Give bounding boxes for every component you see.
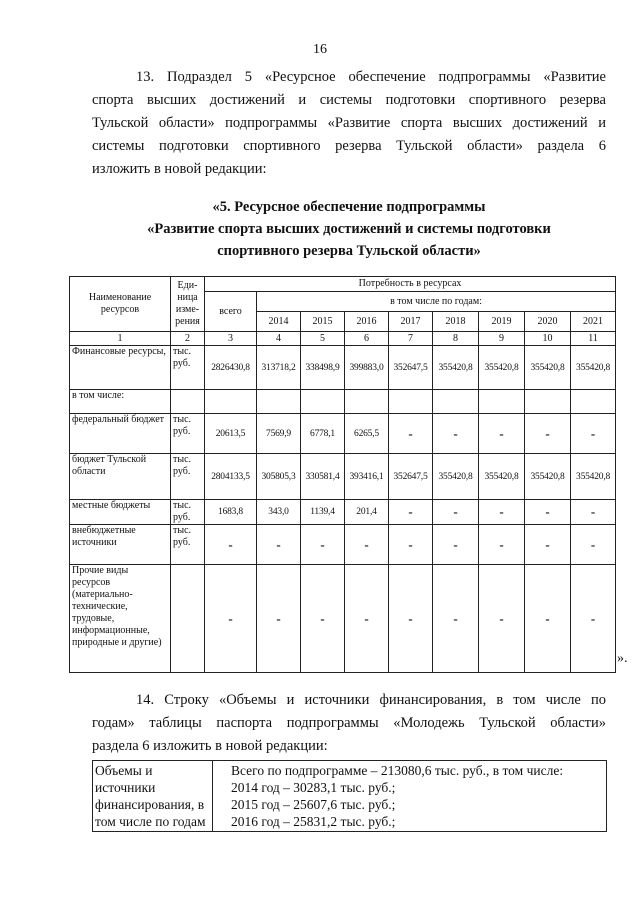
- row-value: -: [345, 565, 389, 673]
- row-value: 6265,5: [345, 414, 389, 454]
- table-row: [70, 500, 616, 525]
- row-value: -: [479, 565, 525, 673]
- column-number: 3: [205, 332, 257, 346]
- row-value: 7569,9: [257, 414, 301, 454]
- row-value: -: [389, 565, 433, 673]
- row-value: 355420,8: [433, 454, 479, 500]
- table-row: [70, 414, 616, 454]
- paragraph-13-line: системы подготовки спортивного резерва Тульской области» раздела 6: [92, 138, 606, 154]
- row-value: 355420,8: [571, 346, 616, 390]
- row-value: -: [257, 525, 301, 565]
- row-unit: тыс. руб.: [171, 346, 205, 390]
- row-value: -: [571, 565, 616, 673]
- column-number: 10: [525, 332, 571, 346]
- row-value: 2826430,8: [205, 346, 257, 390]
- passport-label-line: финансирования, в: [95, 797, 205, 812]
- passport-label-cell: [93, 761, 213, 832]
- row-value: 355420,8: [525, 346, 571, 390]
- passport-label-line: источники: [95, 780, 156, 795]
- row-value: 330581,4: [301, 454, 345, 500]
- column-number: 4: [257, 332, 301, 346]
- paragraph-13: [92, 66, 606, 181]
- page-number: 16: [313, 42, 327, 57]
- row-value: -: [433, 565, 479, 673]
- section-title-line: спортивного резерва Тульской области»: [217, 243, 481, 259]
- header-year: 2021: [571, 312, 616, 332]
- passport-value-cell: [213, 761, 607, 832]
- row-value: [571, 390, 616, 414]
- row-value: -: [433, 525, 479, 565]
- table-row: [70, 525, 616, 565]
- section-title-line: «5. Ресурсное обеспечение подпрограммы: [212, 199, 486, 215]
- row-name: Прочие виды ресурсов (материально-технические, трудовые, информационные, природные и другие): [70, 565, 171, 673]
- row-value: 352647,5: [389, 346, 433, 390]
- row-value: 20613,5: [205, 414, 257, 454]
- row-value: [205, 390, 257, 414]
- resource-table: [69, 276, 616, 673]
- row-value: -: [389, 414, 433, 454]
- table-row: [70, 390, 616, 414]
- row-value: -: [205, 525, 257, 565]
- row-value: -: [479, 500, 525, 525]
- row-value: 355420,8: [433, 346, 479, 390]
- row-value: -: [525, 500, 571, 525]
- row-value: -: [525, 525, 571, 565]
- paragraph-14: [92, 689, 606, 758]
- row-value: -: [479, 525, 525, 565]
- row-unit: [171, 390, 205, 414]
- row-value: 1683,8: [205, 500, 257, 525]
- row-value: 355420,8: [571, 454, 616, 500]
- row-name: Финансовые ресурсы,: [70, 346, 171, 390]
- passport-label-line: Объемы и: [95, 763, 153, 778]
- header-year: 2018: [433, 312, 479, 332]
- column-number: 6: [345, 332, 389, 346]
- header-by-years: в том числе по годам:: [257, 292, 616, 312]
- column-number: 7: [389, 332, 433, 346]
- row-value: [345, 390, 389, 414]
- row-value: -: [433, 414, 479, 454]
- column-number: 9: [479, 332, 525, 346]
- header-year: 2020: [525, 312, 571, 332]
- header-year: 2015: [301, 312, 345, 332]
- row-unit: тыс. руб.: [171, 454, 205, 500]
- row-value: -: [479, 414, 525, 454]
- row-value: 355420,8: [525, 454, 571, 500]
- row-unit: [171, 565, 205, 673]
- row-value: [525, 390, 571, 414]
- column-number: 2: [171, 332, 205, 346]
- row-value: -: [301, 565, 345, 673]
- table-row: [70, 454, 616, 500]
- header-name: Наименование ресурсов: [70, 277, 171, 332]
- row-name: в том числе:: [70, 390, 171, 414]
- row-value: [433, 390, 479, 414]
- column-number: 8: [433, 332, 479, 346]
- passport-value-line: 2015 год – 25607,6 тыс. руб.;: [231, 797, 396, 812]
- row-name: местные бюджеты: [70, 500, 171, 525]
- row-unit: тыс. руб.: [171, 525, 205, 565]
- header-need: Потребность в ресурсах: [205, 277, 616, 292]
- row-value: -: [571, 414, 616, 454]
- header-year: 2014: [257, 312, 301, 332]
- row-value: 305805,3: [257, 454, 301, 500]
- passport-table: [92, 760, 607, 832]
- row-value: -: [389, 525, 433, 565]
- row-value: -: [571, 525, 616, 565]
- row-value: -: [525, 414, 571, 454]
- row-value: [389, 390, 433, 414]
- row-value: 2804133,5: [205, 454, 257, 500]
- passport-value-line: Всего по подпрограмме – 213080,6 тыс. руб., в том числе:: [231, 763, 564, 778]
- passport-value-line: 2016 год – 25831,2 тыс. руб.;: [231, 814, 396, 829]
- row-value: 352647,5: [389, 454, 433, 500]
- row-value: 1139,4: [301, 500, 345, 525]
- row-value: -: [301, 525, 345, 565]
- row-value: 355420,8: [479, 346, 525, 390]
- column-number: 5: [301, 332, 345, 346]
- paragraph-14-line: годам» таблицы паспорта подпрограммы «Молодежь Тульской области»: [92, 715, 606, 731]
- paragraph-13-line: Тульской области» подпрограммы «Развитие спорта высших достижений и: [92, 115, 606, 131]
- column-number: 1: [70, 332, 171, 346]
- row-name: федеральный бюджет: [70, 414, 171, 454]
- row-name: внебюджетные источники: [70, 525, 171, 565]
- row-value: [479, 390, 525, 414]
- row-unit: тыс. руб.: [171, 500, 205, 525]
- section-title-line: «Развитие спорта высших достижений и системы подготовки: [147, 221, 551, 237]
- row-value: [257, 390, 301, 414]
- row-unit: тыс. руб.: [171, 414, 205, 454]
- table-row: [70, 346, 616, 390]
- passport-label-line: том числе по годам: [95, 814, 206, 829]
- row-name: бюджет Тульской области: [70, 454, 171, 500]
- header-unit: Еди-ница изме-рения: [171, 277, 205, 332]
- row-value: 201,4: [345, 500, 389, 525]
- table-row: [70, 565, 616, 673]
- row-value: 355420,8: [479, 454, 525, 500]
- row-value: 313718,2: [257, 346, 301, 390]
- section-title: [92, 196, 606, 262]
- row-value: 393416,1: [345, 454, 389, 500]
- row-value: -: [205, 565, 257, 673]
- paragraph-13-line: изложить в новой редакции:: [92, 161, 267, 177]
- header-year: 2019: [479, 312, 525, 332]
- paragraph-14-line: 14. Строку «Объемы и источники финансирования, в том числе по: [136, 692, 606, 708]
- row-value: -: [345, 525, 389, 565]
- paragraph-14-line: раздела 6 изложить в новой редакции:: [92, 738, 328, 754]
- row-value: 399883,0: [345, 346, 389, 390]
- row-value: [301, 390, 345, 414]
- row-value: -: [257, 565, 301, 673]
- passport-value-line: 2014 год – 30283,1 тыс. руб.;: [231, 780, 396, 795]
- row-value: 338498,9: [301, 346, 345, 390]
- row-value: -: [571, 500, 616, 525]
- row-value: -: [433, 500, 479, 525]
- header-year: 2017: [389, 312, 433, 332]
- column-number: 11: [571, 332, 616, 346]
- closing-quote: ».: [617, 651, 628, 666]
- header-total: всего: [205, 292, 257, 332]
- row-value: 343,0: [257, 500, 301, 525]
- header-year: 2016: [345, 312, 389, 332]
- paragraph-13-line: 13. Подраздел 5 «Ресурсное обеспечение подпрограммы «Развитие: [136, 69, 606, 85]
- row-value: -: [389, 500, 433, 525]
- paragraph-13-line: спорта высших достижений и системы подготовки спортивного резерва: [92, 92, 606, 108]
- row-value: -: [525, 565, 571, 673]
- row-value: 6778,1: [301, 414, 345, 454]
